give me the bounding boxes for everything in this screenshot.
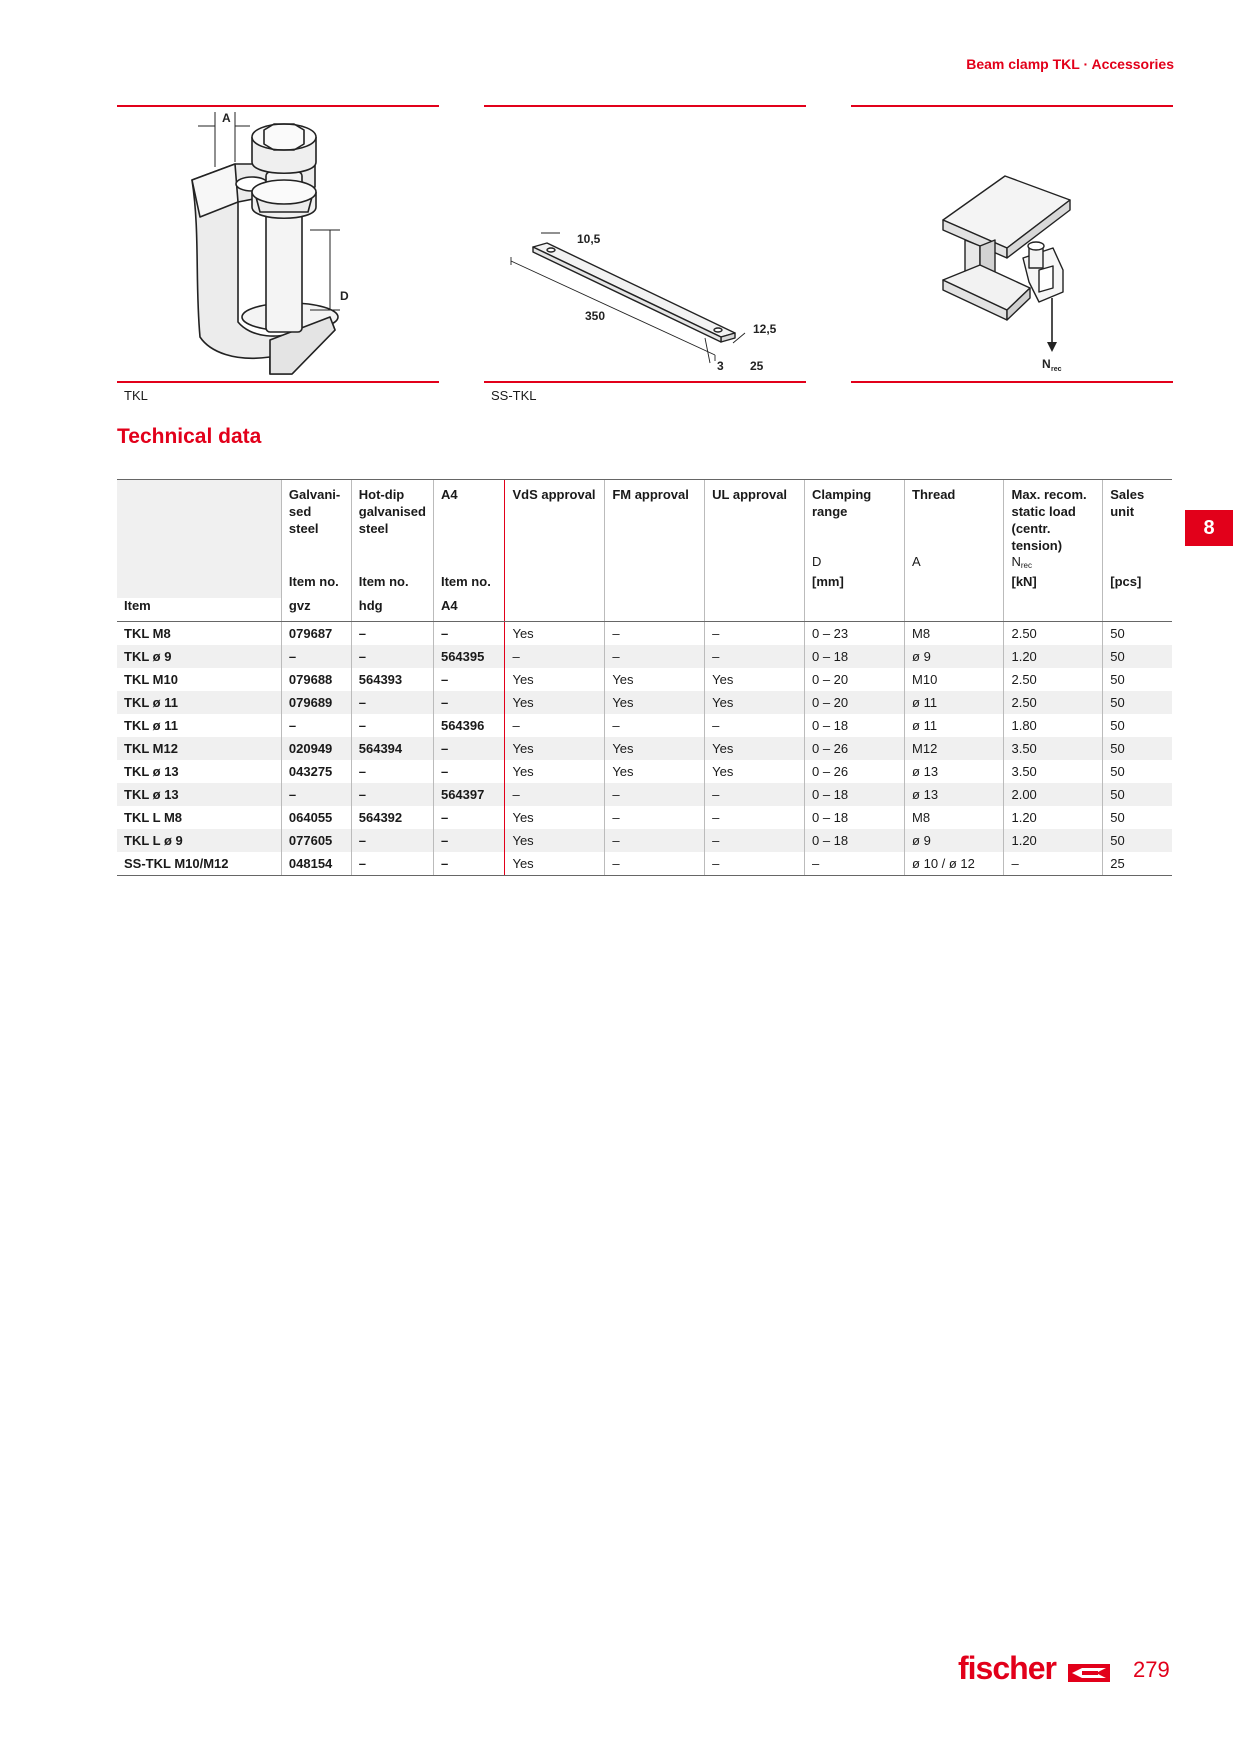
table-cell: 564396	[433, 714, 505, 737]
header-text: Clamping range	[812, 487, 872, 519]
table-cell: –	[351, 852, 433, 876]
header-cell	[705, 480, 805, 555]
item-name-cell: TKL ø 11	[124, 717, 178, 733]
table-row	[117, 760, 1172, 783]
chapter-tab[interactable]: 8	[1185, 510, 1233, 546]
header-cell	[1004, 598, 1103, 621]
fischer-flag-icon	[1068, 1664, 1110, 1682]
table-cell: 0 – 26	[805, 760, 905, 783]
table-cell: –	[605, 645, 705, 668]
header-cell	[505, 480, 605, 555]
table-cell: Yes	[705, 668, 805, 691]
header-text: A	[912, 554, 921, 569]
header-cell	[1004, 574, 1103, 598]
header-cell	[1004, 480, 1103, 555]
dim-label-end: 25	[750, 359, 764, 373]
dim-label-thickness: 3	[717, 359, 724, 373]
dim-label-a: A	[222, 112, 231, 125]
header-cell	[805, 480, 905, 555]
page-number: 279	[1133, 1657, 1170, 1682]
table-cell: –	[351, 760, 433, 783]
header-cell	[1103, 598, 1172, 621]
header-text: Item no.	[440, 574, 491, 589]
table-cell: Yes	[505, 806, 605, 829]
header-text: Max. recom. static load (centr. tension)	[1011, 487, 1087, 553]
panel-rule-bottom-1	[117, 381, 439, 383]
table-cell: –	[433, 668, 505, 691]
tkl-drawing	[180, 112, 400, 380]
fischer-logo: fischer	[958, 1650, 1056, 1686]
item-name-cell: TKL L ø 9	[117, 829, 281, 852]
header-cell	[117, 480, 281, 555]
header-row-item	[117, 598, 1172, 621]
table-cell: 3.50	[1004, 760, 1103, 783]
table-cell: –	[705, 621, 805, 645]
item-name-cell: TKL ø 9	[117, 645, 281, 668]
table-cell: 564392	[351, 806, 433, 829]
table-cell: –	[433, 852, 505, 876]
table-cell: 1.20	[1004, 829, 1103, 852]
load-label: N	[1042, 357, 1051, 371]
header-cell	[505, 554, 605, 574]
table-cell: ø 13	[905, 783, 1004, 806]
table-cell: –	[1004, 852, 1103, 876]
header-cell	[351, 480, 433, 555]
table-cell: 2.50	[1004, 691, 1103, 714]
header-text: [mm]	[812, 574, 844, 589]
header-cell	[281, 598, 351, 621]
header-cell	[433, 554, 505, 574]
item-name-cell: TKL M12	[117, 737, 281, 760]
caption-tkl: TKL	[124, 388, 148, 403]
dim-label-d: D	[340, 289, 349, 303]
dim-label-length: 350	[585, 309, 606, 323]
header-row-units	[117, 574, 1172, 598]
table-row	[117, 783, 1172, 806]
header-text: Sales unit	[1110, 487, 1145, 519]
header-row-symbols	[117, 554, 1172, 574]
table-cell: 50	[1103, 621, 1172, 645]
table-cell: ø 10 / ø 12	[905, 852, 1004, 876]
table-cell: –	[605, 621, 705, 645]
header-cell	[1004, 554, 1103, 574]
table-cell: Yes	[505, 852, 605, 876]
table-cell: Yes	[605, 760, 705, 783]
item-name-cell: TKL ø 13	[124, 763, 179, 779]
panel-rule-bottom-2	[484, 381, 806, 383]
header-text: Thread	[912, 487, 956, 502]
table-row	[117, 691, 1172, 714]
installation-drawing	[935, 170, 1085, 375]
table-cell: 25	[1103, 852, 1172, 876]
table-cell: –	[281, 645, 351, 668]
header-cell	[351, 554, 433, 574]
sstkl-drawing	[505, 225, 795, 377]
table-cell: –	[805, 852, 905, 876]
table-cell: 564395	[433, 645, 505, 668]
table-cell: 0 – 18	[805, 645, 905, 668]
header-text: hdg	[358, 598, 383, 613]
table-cell: –	[351, 645, 433, 668]
table-cell: Yes	[705, 760, 805, 783]
table-cell: 50	[1103, 783, 1172, 806]
table-cell: 020949	[281, 737, 351, 760]
table-cell: –	[351, 621, 433, 645]
header-text: Item no.	[288, 574, 339, 589]
header-row-titles	[117, 480, 1172, 555]
table-cell: 564393	[351, 668, 433, 691]
table-cell: Yes	[505, 691, 605, 714]
header-cell	[805, 554, 905, 574]
table-row	[117, 668, 1172, 691]
table-cell: 50	[1103, 806, 1172, 829]
table-cell: –	[705, 714, 805, 737]
running-header: Beam clamp TKL · Accessories	[966, 56, 1174, 72]
table-cell: M8	[905, 806, 1004, 829]
table-cell: Yes	[605, 737, 705, 760]
header-cell	[433, 598, 505, 621]
table-cell: –	[433, 760, 505, 783]
header-cell	[433, 480, 505, 555]
header-cell	[281, 480, 351, 555]
table-cell: 0 – 23	[805, 621, 905, 645]
table-cell: M8	[905, 621, 1004, 645]
header-text: FM approval	[612, 487, 689, 502]
table-cell: –	[505, 783, 605, 806]
table-cell: –	[351, 783, 433, 806]
table-cell: 2.50	[1004, 621, 1103, 645]
item-name-cell: TKL ø 11	[117, 691, 281, 714]
header-text: Hot-dip galvanised steel	[358, 487, 426, 536]
table-cell: 0 – 18	[805, 829, 905, 852]
table-row	[117, 852, 1172, 876]
header-cell	[605, 598, 705, 621]
header-cell	[705, 574, 805, 598]
table-cell: –	[351, 714, 433, 737]
table-cell: 0 – 18	[805, 714, 905, 737]
table-cell: 50	[1103, 829, 1172, 852]
table-cell: 1.20	[1004, 645, 1103, 668]
table-cell: Yes	[705, 691, 805, 714]
header-text: gvz	[288, 598, 311, 613]
table-cell: ø 9	[905, 645, 1004, 668]
table-cell: Yes	[505, 760, 605, 783]
table-cell: 064055	[281, 806, 351, 829]
table-cell: Yes	[505, 668, 605, 691]
table-row	[117, 621, 1172, 645]
table-cell: –	[705, 806, 805, 829]
panel-rule-bottom-3	[851, 381, 1173, 383]
table-cell: 048154	[281, 852, 351, 876]
header-cell	[605, 554, 705, 574]
table-cell: 2.50	[1004, 668, 1103, 691]
table-cell: ø 9	[905, 829, 1004, 852]
header-cell	[433, 574, 505, 598]
table-cell: –	[605, 829, 705, 852]
dim-label-hole: 12,5	[753, 322, 777, 336]
header-text: VdS approval	[512, 487, 596, 502]
header-cell	[505, 574, 605, 598]
header-cell	[705, 554, 805, 574]
header-cell	[117, 554, 281, 574]
header-cell	[905, 480, 1004, 555]
item-name-cell: TKL L M8	[124, 809, 183, 825]
table-cell: –	[433, 806, 505, 829]
table-cell: Yes	[505, 829, 605, 852]
table-cell: 50	[1103, 645, 1172, 668]
table-cell: 0 – 20	[805, 668, 905, 691]
table-cell: –	[433, 691, 505, 714]
table-cell: 50	[1103, 668, 1172, 691]
table-cell: –	[433, 621, 505, 645]
table-cell: 043275	[281, 760, 351, 783]
load-label-sub: rec	[1051, 366, 1062, 373]
header-cell	[805, 574, 905, 598]
table-cell: –	[605, 806, 705, 829]
table-cell: 079688	[281, 668, 351, 691]
header-text: A4	[440, 598, 458, 613]
technical-data-table	[117, 479, 1172, 876]
header-text: A4	[440, 487, 458, 502]
table-row	[117, 645, 1172, 668]
table-cell: –	[505, 645, 605, 668]
table-cell: –	[705, 829, 805, 852]
table-cell: 2.00	[1004, 783, 1103, 806]
table-cell: 077605	[281, 829, 351, 852]
item-name-cell: TKL ø 13	[117, 783, 281, 806]
header-cell	[281, 554, 351, 574]
table-cell: –	[351, 691, 433, 714]
header-cell	[1103, 480, 1172, 555]
table-cell: –	[605, 714, 705, 737]
table-cell: 079687	[281, 621, 351, 645]
table-cell: Yes	[705, 737, 805, 760]
header-cell	[351, 574, 433, 598]
table-cell: 564394	[351, 737, 433, 760]
panel-rule-top-2	[484, 105, 806, 107]
table-cell: –	[705, 852, 805, 876]
table-cell: ø 11	[905, 691, 1004, 714]
header-cell	[281, 574, 351, 598]
table-cell: 50	[1103, 737, 1172, 760]
table-cell: ø 13	[905, 760, 1004, 783]
table-cell: 50	[1103, 714, 1172, 737]
header-cell	[905, 598, 1004, 621]
table-cell: 564397	[433, 783, 505, 806]
table-cell: Yes	[605, 691, 705, 714]
header-cell	[905, 574, 1004, 598]
table-row	[117, 806, 1172, 829]
dim-label-width: 10,5	[577, 232, 601, 246]
table-cell: –	[705, 645, 805, 668]
table-cell: Yes	[505, 621, 605, 645]
table-cell: –	[281, 783, 351, 806]
header-cell	[905, 554, 1004, 574]
table-cell: –	[605, 852, 705, 876]
header-text: [kN]	[1011, 574, 1037, 589]
header-cell	[605, 480, 705, 555]
table-cell: Yes	[605, 668, 705, 691]
header-cell	[1103, 554, 1172, 574]
table-cell: M12	[905, 737, 1004, 760]
header-text: UL approval	[712, 487, 788, 502]
table-cell: 0 – 18	[805, 783, 905, 806]
table-cell: –	[281, 714, 351, 737]
header-cell	[805, 598, 905, 621]
header-text: Item no.	[358, 574, 409, 589]
header-text: Galvani- sed steel	[288, 487, 341, 536]
table-cell: 1.80	[1004, 714, 1103, 737]
header-cell	[351, 598, 433, 621]
table-cell: 0 – 18	[805, 806, 905, 829]
table-cell: –	[433, 829, 505, 852]
header-cell	[505, 598, 605, 621]
header-subscript: rec	[1020, 561, 1032, 570]
table-row	[117, 737, 1172, 760]
table-cell: 079689	[281, 691, 351, 714]
table-cell: 1.20	[1004, 806, 1103, 829]
header-cell	[117, 598, 281, 621]
table-cell: –	[351, 829, 433, 852]
header-text: Item	[124, 598, 151, 613]
header-text: [pcs]	[1110, 574, 1142, 589]
caption-sstkl: SS-TKL	[491, 388, 537, 403]
table-cell: 0 – 20	[805, 691, 905, 714]
header-cell	[605, 574, 705, 598]
table-cell: ø 11	[905, 714, 1004, 737]
item-name-cell: TKL M8	[124, 625, 171, 641]
section-title: Technical data	[117, 425, 262, 448]
table-cell: –	[605, 783, 705, 806]
table-row	[117, 829, 1172, 852]
item-name-cell: SS-TKL M10/M12	[117, 852, 281, 876]
table-cell: –	[705, 783, 805, 806]
header-cell	[705, 598, 805, 621]
panel-rule-top-3	[851, 105, 1173, 107]
table-cell: 3.50	[1004, 737, 1103, 760]
table-cell: 50	[1103, 691, 1172, 714]
header-text: N	[1011, 554, 1021, 569]
table-cell: 0 – 26	[805, 737, 905, 760]
table-row	[117, 714, 1172, 737]
item-name-cell: TKL M10	[124, 671, 178, 687]
header-cell	[117, 574, 281, 598]
panel-rule-top-1	[117, 105, 439, 107]
header-text: D	[812, 554, 822, 569]
table-cell: –	[433, 737, 505, 760]
table-cell: 50	[1103, 760, 1172, 783]
header-cell	[1103, 574, 1172, 598]
table-cell: M10	[905, 668, 1004, 691]
table-cell: Yes	[505, 737, 605, 760]
table-cell: –	[505, 714, 605, 737]
